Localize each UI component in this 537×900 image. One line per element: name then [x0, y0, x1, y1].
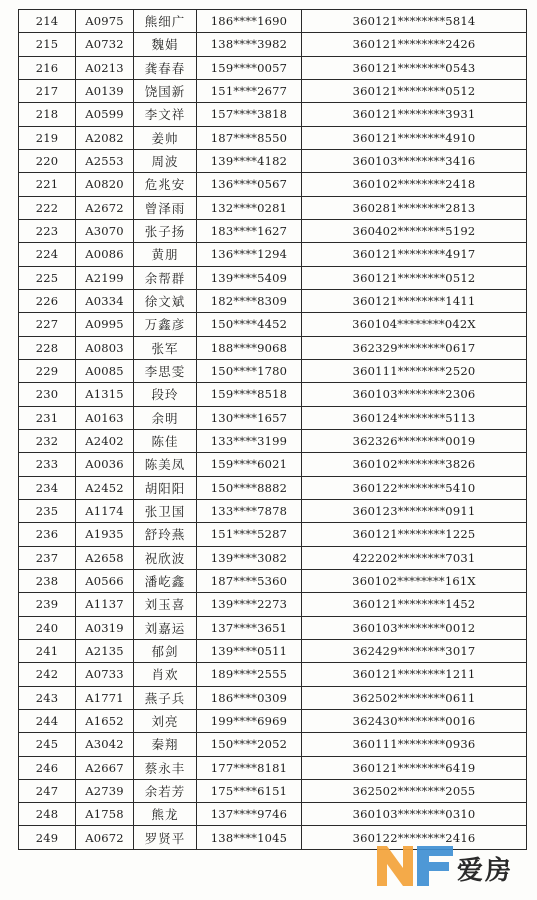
row-number-cell: 248	[19, 803, 76, 826]
row-number-cell: 225	[19, 266, 76, 289]
table-row	[19, 406, 527, 429]
id-number-cell: 360102********3826	[302, 453, 527, 476]
phone-number-cell: 138****1045	[197, 826, 302, 849]
id-number-cell: 360103********0310	[302, 803, 527, 826]
id-number-cell: 360121********1452	[302, 593, 527, 616]
id-number-cell: 360122********5410	[302, 476, 527, 499]
applicant-name-cell: 舒玲燕	[134, 523, 197, 546]
table-row	[19, 336, 527, 359]
applicant-name-cell: 陈美凤	[134, 453, 197, 476]
row-number-cell: 247	[19, 779, 76, 802]
row-number-cell: 220	[19, 149, 76, 172]
table-row	[19, 243, 527, 266]
applicant-code-cell: A0086	[76, 243, 134, 266]
applicant-code-cell: A2402	[76, 429, 134, 452]
row-number-cell: 235	[19, 499, 76, 522]
row-number-cell: 234	[19, 476, 76, 499]
applicant-name-cell: 陈佳	[134, 429, 197, 452]
row-number-cell: 241	[19, 639, 76, 662]
phone-number-cell: 188****9068	[197, 336, 302, 359]
id-number-cell: 360111********2520	[302, 359, 527, 382]
table-row	[19, 289, 527, 312]
applicant-name-cell: 魏娟	[134, 33, 197, 56]
id-number-cell: 360122********2416	[302, 826, 527, 849]
applicant-code-cell: A3042	[76, 733, 134, 756]
applicant-name-cell: 周波	[134, 149, 197, 172]
id-number-cell: 360121********1411	[302, 289, 527, 312]
applicant-name-cell: 余明	[134, 406, 197, 429]
applicant-code-cell: A2672	[76, 196, 134, 219]
applicant-code-cell: A0820	[76, 173, 134, 196]
applicant-code-cell: A0139	[76, 79, 134, 102]
id-number-cell: 360121********0543	[302, 56, 527, 79]
table-body	[19, 10, 527, 850]
table-row	[19, 453, 527, 476]
table-row	[19, 546, 527, 569]
row-number-cell: 221	[19, 173, 76, 196]
phone-number-cell: 136****0567	[197, 173, 302, 196]
table-row	[19, 499, 527, 522]
applicant-name-cell: 段玲	[134, 383, 197, 406]
phone-number-cell: 139****0511	[197, 639, 302, 662]
phone-number-cell: 150****2052	[197, 733, 302, 756]
row-number-cell: 240	[19, 616, 76, 639]
applicant-name-cell: 罗贤平	[134, 826, 197, 849]
id-number-cell: 362430********0016	[302, 709, 527, 732]
applicant-name-cell: 危兆安	[134, 173, 197, 196]
table-row	[19, 383, 527, 406]
id-number-cell: 362502********2055	[302, 779, 527, 802]
applicant-code-cell: A2135	[76, 639, 134, 662]
id-number-cell: 360121********4917	[302, 243, 527, 266]
applicant-name-cell: 郁剑	[134, 639, 197, 662]
table-row	[19, 593, 527, 616]
table-row	[19, 173, 527, 196]
row-number-cell: 243	[19, 686, 76, 709]
applicant-code-cell: A2739	[76, 779, 134, 802]
phone-number-cell: 186****0309	[197, 686, 302, 709]
phone-number-cell: 139****3082	[197, 546, 302, 569]
applicant-code-cell: A1137	[76, 593, 134, 616]
row-number-cell: 224	[19, 243, 76, 266]
row-number-cell: 227	[19, 313, 76, 336]
phone-number-cell: 157****3818	[197, 103, 302, 126]
row-number-cell: 244	[19, 709, 76, 732]
applicant-code-cell: A0995	[76, 313, 134, 336]
applicant-code-cell: A2553	[76, 149, 134, 172]
row-number-cell: 230	[19, 383, 76, 406]
phone-number-cell: 187****5360	[197, 569, 302, 592]
row-number-cell: 228	[19, 336, 76, 359]
phone-number-cell: 182****8309	[197, 289, 302, 312]
applicant-code-cell: A0975	[76, 10, 134, 33]
applicant-code-cell: A1758	[76, 803, 134, 826]
phone-number-cell: 177****8181	[197, 756, 302, 779]
table-row	[19, 196, 527, 219]
row-number-cell: 249	[19, 826, 76, 849]
table-row	[19, 733, 527, 756]
applicant-code-cell: A0732	[76, 33, 134, 56]
row-number-cell: 219	[19, 126, 76, 149]
applicant-name-cell: 李文祥	[134, 103, 197, 126]
id-number-cell: 360121********1211	[302, 663, 527, 686]
id-number-cell: 360281********2813	[302, 196, 527, 219]
phone-number-cell: 159****0057	[197, 56, 302, 79]
applicant-code-cell: A0733	[76, 663, 134, 686]
row-number-cell: 242	[19, 663, 76, 686]
id-number-cell: 360103********3416	[302, 149, 527, 172]
phone-number-cell: 138****3982	[197, 33, 302, 56]
applicant-code-cell: A0319	[76, 616, 134, 639]
table-row	[19, 33, 527, 56]
phone-number-cell: 150****1780	[197, 359, 302, 382]
applicant-code-cell: A0599	[76, 103, 134, 126]
id-number-cell: 360121********0512	[302, 266, 527, 289]
lottery-results-table-container	[18, 9, 526, 850]
id-number-cell: 360104********042X	[302, 313, 527, 336]
watermark-text: 爱房	[457, 856, 514, 886]
applicant-code-cell: A2667	[76, 756, 134, 779]
row-number-cell: 245	[19, 733, 76, 756]
applicant-code-cell: A0036	[76, 453, 134, 476]
id-number-cell: 360121********1225	[302, 523, 527, 546]
row-number-cell: 215	[19, 33, 76, 56]
applicant-name-cell: 姜帅	[134, 126, 197, 149]
phone-number-cell: 183****1627	[197, 219, 302, 242]
applicant-name-cell: 肖欢	[134, 663, 197, 686]
applicant-name-cell: 刘亮	[134, 709, 197, 732]
table-row	[19, 429, 527, 452]
applicant-code-cell: A0803	[76, 336, 134, 359]
id-number-cell: 360121********6419	[302, 756, 527, 779]
phone-number-cell: 187****8550	[197, 126, 302, 149]
applicant-code-cell: A0334	[76, 289, 134, 312]
phone-number-cell: 139****4182	[197, 149, 302, 172]
applicant-name-cell: 曾泽雨	[134, 196, 197, 219]
table-row	[19, 219, 527, 242]
table-row	[19, 803, 527, 826]
applicant-name-cell: 黄朋	[134, 243, 197, 266]
id-number-cell: 360111********0936	[302, 733, 527, 756]
aifang-logo-icon	[373, 838, 457, 892]
row-number-cell: 237	[19, 546, 76, 569]
applicant-name-cell: 张军	[134, 336, 197, 359]
phone-number-cell: 132****0281	[197, 196, 302, 219]
table-row	[19, 359, 527, 382]
applicant-code-cell: A2199	[76, 266, 134, 289]
applicant-name-cell: 饶国新	[134, 79, 197, 102]
table-row	[19, 10, 527, 33]
id-number-cell: 360102********2418	[302, 173, 527, 196]
applicant-name-cell: 余若芳	[134, 779, 197, 802]
table-row	[19, 616, 527, 639]
id-number-cell: 360121********5814	[302, 10, 527, 33]
applicant-name-cell: 熊细广	[134, 10, 197, 33]
table-row	[19, 79, 527, 102]
applicant-name-cell: 龚春春	[134, 56, 197, 79]
table-row	[19, 149, 527, 172]
row-number-cell: 218	[19, 103, 76, 126]
applicant-code-cell: A0163	[76, 406, 134, 429]
applicant-code-cell: A0566	[76, 569, 134, 592]
row-number-cell: 222	[19, 196, 76, 219]
phone-number-cell: 137****3651	[197, 616, 302, 639]
applicant-code-cell: A3070	[76, 219, 134, 242]
applicant-code-cell: A1771	[76, 686, 134, 709]
applicant-code-cell: A2452	[76, 476, 134, 499]
applicant-name-cell: 潘屹鑫	[134, 569, 197, 592]
row-number-cell: 246	[19, 756, 76, 779]
lottery-results-table	[18, 9, 527, 850]
applicant-name-cell: 刘玉喜	[134, 593, 197, 616]
table-row	[19, 639, 527, 662]
id-number-cell: 362329********0617	[302, 336, 527, 359]
table-row	[19, 756, 527, 779]
table-row	[19, 313, 527, 336]
phone-number-cell: 159****8518	[197, 383, 302, 406]
applicant-name-cell: 胡阳阳	[134, 476, 197, 499]
id-number-cell: 360103********2306	[302, 383, 527, 406]
table-row	[19, 523, 527, 546]
phone-number-cell: 159****6021	[197, 453, 302, 476]
id-number-cell: 362429********3017	[302, 639, 527, 662]
applicant-name-cell: 燕子兵	[134, 686, 197, 709]
applicant-code-cell: A1935	[76, 523, 134, 546]
id-number-cell: 360121********4910	[302, 126, 527, 149]
table-row	[19, 569, 527, 592]
row-number-cell: 217	[19, 79, 76, 102]
id-number-cell: 360121********2426	[302, 33, 527, 56]
row-number-cell: 216	[19, 56, 76, 79]
table-row	[19, 266, 527, 289]
applicant-code-cell: A2658	[76, 546, 134, 569]
phone-number-cell: 139****2273	[197, 593, 302, 616]
table-row	[19, 103, 527, 126]
aifang-watermark	[373, 838, 523, 892]
table-row	[19, 56, 527, 79]
phone-number-cell: 189****2555	[197, 663, 302, 686]
phone-number-cell: 136****1294	[197, 243, 302, 266]
applicant-code-cell: A0672	[76, 826, 134, 849]
applicant-name-cell: 余帮群	[134, 266, 197, 289]
applicant-code-cell: A1174	[76, 499, 134, 522]
id-number-cell: 360124********5113	[302, 406, 527, 429]
applicant-code-cell: A1315	[76, 383, 134, 406]
id-number-cell: 360103********0012	[302, 616, 527, 639]
phone-number-cell: 130****1657	[197, 406, 302, 429]
applicant-name-cell: 秦翔	[134, 733, 197, 756]
applicant-name-cell: 万鑫彦	[134, 313, 197, 336]
row-number-cell: 236	[19, 523, 76, 546]
phone-number-cell: 151****2677	[197, 79, 302, 102]
id-number-cell: 422202********7031	[302, 546, 527, 569]
phone-number-cell: 186****1690	[197, 10, 302, 33]
applicant-code-cell: A0213	[76, 56, 134, 79]
applicant-code-cell: A1652	[76, 709, 134, 732]
row-number-cell: 232	[19, 429, 76, 452]
applicant-code-cell: A2082	[76, 126, 134, 149]
row-number-cell: 238	[19, 569, 76, 592]
phone-number-cell: 137****9746	[197, 803, 302, 826]
applicant-name-cell: 徐文斌	[134, 289, 197, 312]
phone-number-cell: 133****3199	[197, 429, 302, 452]
phone-number-cell: 199****6969	[197, 709, 302, 732]
table-row	[19, 663, 527, 686]
row-number-cell: 239	[19, 593, 76, 616]
id-number-cell: 360102********161X	[302, 569, 527, 592]
applicant-name-cell: 祝欣波	[134, 546, 197, 569]
phone-number-cell: 133****7878	[197, 499, 302, 522]
applicant-name-cell: 张卫国	[134, 499, 197, 522]
row-number-cell: 233	[19, 453, 76, 476]
row-number-cell: 226	[19, 289, 76, 312]
id-number-cell: 360121********3931	[302, 103, 527, 126]
id-number-cell: 362502********0611	[302, 686, 527, 709]
phone-number-cell: 150****8882	[197, 476, 302, 499]
phone-number-cell: 139****5409	[197, 266, 302, 289]
id-number-cell: 362326********0019	[302, 429, 527, 452]
phone-number-cell: 175****6151	[197, 779, 302, 802]
applicant-name-cell: 李思雯	[134, 359, 197, 382]
table-row	[19, 779, 527, 802]
row-number-cell: 231	[19, 406, 76, 429]
phone-number-cell: 150****4452	[197, 313, 302, 336]
phone-number-cell: 151****5287	[197, 523, 302, 546]
applicant-name-cell: 蔡永丰	[134, 756, 197, 779]
row-number-cell: 214	[19, 10, 76, 33]
applicant-name-cell: 熊龙	[134, 803, 197, 826]
table-row	[19, 126, 527, 149]
id-number-cell: 360123********0911	[302, 499, 527, 522]
table-row	[19, 686, 527, 709]
applicant-name-cell: 张子扬	[134, 219, 197, 242]
table-row	[19, 476, 527, 499]
table-row	[19, 709, 527, 732]
row-number-cell: 229	[19, 359, 76, 382]
row-number-cell: 223	[19, 219, 76, 242]
applicant-code-cell: A0085	[76, 359, 134, 382]
applicant-name-cell: 刘嘉运	[134, 616, 197, 639]
id-number-cell: 360402********5192	[302, 219, 527, 242]
id-number-cell: 360121********0512	[302, 79, 527, 102]
